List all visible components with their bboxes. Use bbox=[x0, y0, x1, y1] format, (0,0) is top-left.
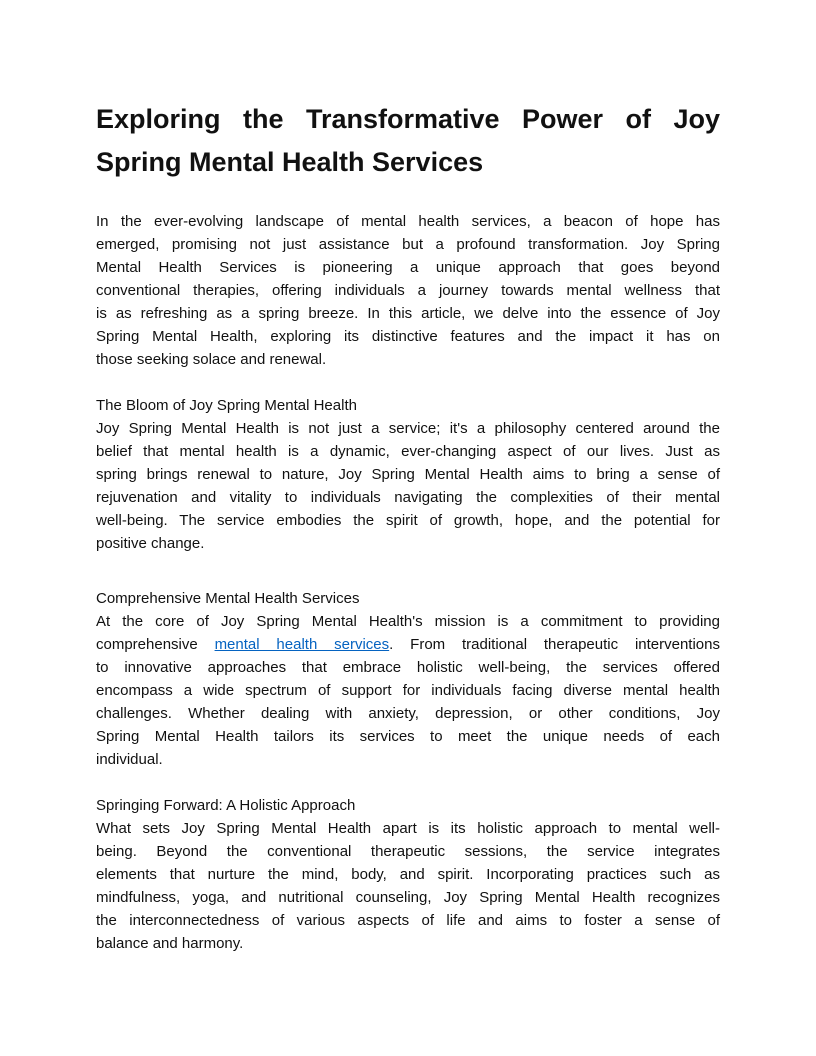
text-line: to innovative approaches that embrace holistic well-being, the services offered bbox=[96, 659, 720, 676]
text-line: What sets Joy Spring Mental Health apart is its holistic approach to mental well- bbox=[96, 820, 720, 837]
text-line: the interconnectedness of various aspects of life and aims to foster a sense of bbox=[96, 912, 720, 929]
section-comprehensive bbox=[96, 587, 720, 771]
text-line: Joy Spring Mental Health is not just a service; it's a philosophy centered around the bbox=[96, 420, 720, 437]
text-line: elements that nurture the mind, body, and spirit. Incorporating practices such as bbox=[96, 866, 720, 883]
intro-paragraph bbox=[96, 210, 720, 371]
text-line: Spring Mental Health tailors its services to meet the unique needs of each bbox=[96, 728, 720, 745]
text-line: mindfulness, yoga, and nutritional counseling, Joy Spring Mental Health recognizes bbox=[96, 889, 720, 906]
text-line: balance and harmony. bbox=[96, 935, 244, 952]
document-title bbox=[96, 98, 720, 184]
text-line: rejuvenation and vitality to individuals navigating the complexities of their mental bbox=[96, 489, 720, 506]
text-segment: comprehensive bbox=[96, 636, 215, 653]
text-line: Spring Mental Health, exploring its distinctive features and the impact it has on bbox=[96, 328, 720, 345]
text-line: those seeking solace and renewal. bbox=[96, 351, 327, 368]
text-line: Mental Health Services is pioneering a unique approach that goes beyond bbox=[96, 259, 720, 276]
text-line: is as refreshing as a spring breeze. In this article, we delve into the essence of Joy bbox=[96, 305, 720, 322]
text-line: In the ever-evolving landscape of mental health services, a beacon of hope has bbox=[96, 213, 720, 230]
mental-health-services-link[interactable]: mental health services bbox=[214, 636, 390, 653]
section-bloom bbox=[96, 394, 720, 555]
section-heading: The Bloom of Joy Spring Mental Health bbox=[96, 397, 357, 414]
text-line: encompass a wide spectrum of support for individuals facing diverse mental health bbox=[96, 682, 720, 699]
text-line: belief that mental health is a dynamic, ever-changing aspect of our lives. Just as bbox=[96, 443, 720, 460]
title-line: Exploring the Transformative Power of Joy bbox=[96, 104, 720, 134]
text-line: emerged, promising not just assistance but a profound transformation. Joy Spring bbox=[96, 236, 720, 253]
text-line: well-being. The service embodies the spirit of growth, hope, and the potential for bbox=[96, 512, 720, 529]
text-line: positive change. bbox=[96, 535, 205, 552]
section-holistic bbox=[96, 794, 720, 955]
text-line: conventional therapies, offering individuals a journey towards mental wellness that bbox=[96, 282, 720, 299]
section-heading: Springing Forward: A Holistic Approach bbox=[96, 797, 356, 814]
text-line: spring brings renewal to nature, Joy Spring Mental Health aims to bring a sense of bbox=[96, 466, 720, 483]
text-line: At the core of Joy Spring Mental Health's mission is a commitment to providing bbox=[96, 613, 720, 630]
document-page bbox=[96, 98, 720, 955]
text-segment: . From traditional therapeutic interventions bbox=[389, 636, 720, 653]
text-line: being. Beyond the conventional therapeutic sessions, the service integrates bbox=[96, 843, 720, 860]
text-line: individual. bbox=[96, 751, 163, 768]
section-heading: Comprehensive Mental Health Services bbox=[96, 590, 360, 607]
title-line: Spring Mental Health Services bbox=[96, 147, 484, 177]
text-line bbox=[96, 633, 720, 656]
text-line: challenges. Whether dealing with anxiety, depression, or other conditions, Joy bbox=[96, 705, 720, 722]
